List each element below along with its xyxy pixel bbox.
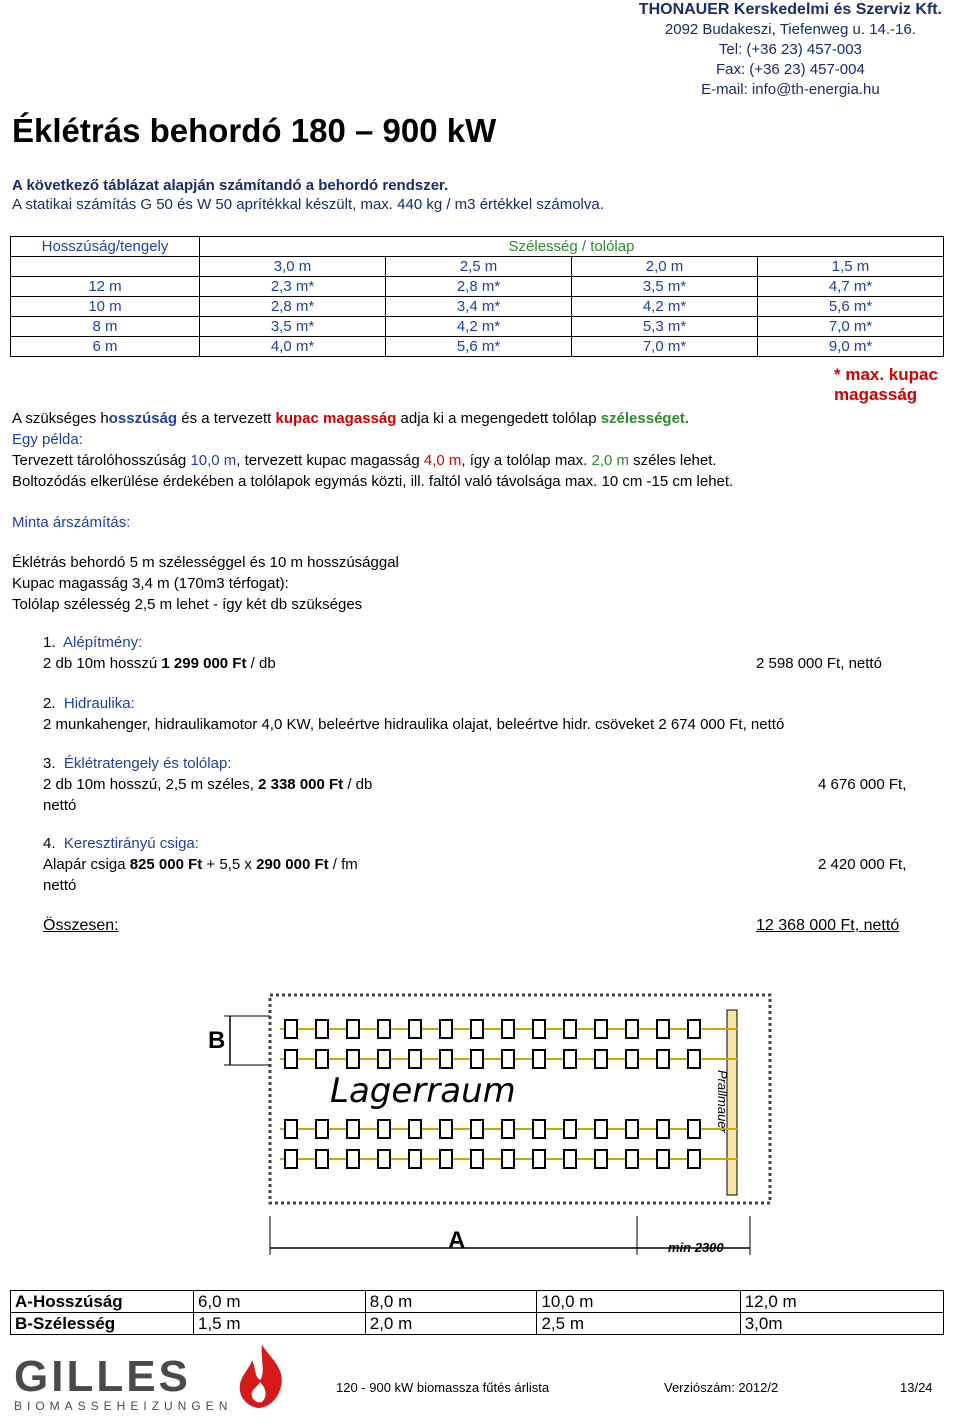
text: Tervezett tárolóhosszúság (12, 452, 191, 469)
table-row (11, 317, 944, 337)
col-length-header: Hosszúság/tengely (11, 237, 200, 257)
row-length: 6 m (11, 337, 200, 357)
text: nettó (43, 797, 77, 814)
wedge (471, 1020, 483, 1038)
height-table (10, 236, 944, 357)
table-row (11, 1291, 944, 1313)
wedge (595, 1050, 607, 1068)
wedge (502, 1050, 514, 1068)
wedge (409, 1150, 421, 1168)
table-row (11, 297, 944, 317)
text: + 5,5 x (202, 856, 257, 873)
item-number: 1. (43, 634, 56, 651)
item-number: 4. (43, 835, 56, 852)
example-label: Egy példa: (12, 431, 83, 448)
table-cell: 6,0 m (194, 1291, 366, 1313)
table-cell: 2,3 m* (200, 277, 386, 297)
table-cell: 4,0 m* (200, 337, 386, 357)
intro-line-2: A statikai számítás G 50 és W 50 aprítékkal készült, max. 440 kg / m3 értékkel számolva. (12, 196, 604, 213)
min-label: min 2300 (668, 1240, 724, 1255)
table-cell: 3,0m (740, 1313, 943, 1335)
wedge (378, 1120, 390, 1138)
table-cell: 2,0 m (365, 1313, 537, 1335)
wedge (657, 1120, 669, 1138)
label-a: A (448, 1227, 466, 1254)
table-cell: 5,3 m* (572, 317, 758, 337)
item-1-total: 2 598 000 Ft, nettó (756, 655, 882, 672)
table-row (11, 1313, 944, 1335)
text: 4,0 m (423, 452, 462, 469)
table-cell: 2,8 m* (200, 297, 386, 317)
wedge (409, 1050, 421, 1068)
wedge (595, 1150, 607, 1168)
sample-calc (12, 552, 399, 615)
table-cell: 5,6 m* (386, 337, 572, 357)
intro-text (12, 176, 604, 214)
wedge (564, 1020, 576, 1038)
prall-label: Prallmauer (715, 1070, 730, 1133)
text: 2,0 m (591, 452, 630, 469)
text: adja ki a megengedett tolólap (396, 410, 601, 427)
table-cell: 4,2 m* (386, 317, 572, 337)
wedge (564, 1150, 576, 1168)
row-length: 12 m (11, 277, 200, 297)
sample-line: Éklétrás behordó 5 m szélességgel és 10 m hosszúsággal (12, 554, 399, 571)
wedge (533, 1020, 545, 1038)
item-4 (43, 833, 358, 896)
footer-page: 13/24 (900, 1380, 933, 1395)
text: 2 db 10m hosszú (43, 655, 162, 672)
text: , tervezett kupac magasság (236, 452, 424, 469)
dimension-table (10, 1290, 944, 1335)
wedge (347, 1120, 359, 1138)
wedge (595, 1120, 607, 1138)
example-line (12, 450, 733, 471)
wedge (285, 1120, 297, 1138)
lagerraum-label: Lagerraum (330, 1071, 516, 1111)
wedge (502, 1020, 514, 1038)
width-header: 2,0 m (572, 257, 758, 277)
wedge (657, 1150, 669, 1168)
wedge (502, 1150, 514, 1168)
wedge (285, 1020, 297, 1038)
wedge (688, 1050, 700, 1068)
explanation-line (12, 408, 733, 429)
wedge (316, 1020, 328, 1038)
sample-line: Tolólap szélesség 2,5 m lehet - így két db szükséges (12, 596, 363, 613)
length-word: osszúság (108, 410, 178, 427)
wedge (440, 1120, 452, 1138)
table-cell: 7,0 m* (572, 337, 758, 357)
table-cell: 12,0 m (740, 1291, 943, 1313)
text: Alapár csiga (43, 856, 130, 873)
company-header (639, 0, 942, 100)
item-2-total: 2 674 000 Ft, nettó (658, 716, 785, 733)
table-cell: 4,7 m* (758, 277, 944, 297)
wedge (626, 1150, 638, 1168)
wedge (502, 1120, 514, 1138)
item-4-total: 2 420 000 Ft, (818, 856, 907, 873)
dim-label: A-Hosszúság (11, 1291, 194, 1313)
explanation (12, 408, 733, 492)
wedge (626, 1120, 638, 1138)
dim-label: B-Szélesség (11, 1313, 194, 1335)
storage-diagram (190, 990, 780, 1265)
text: nettó (43, 877, 77, 894)
wedge (440, 1050, 452, 1068)
wedge (471, 1050, 483, 1068)
item-title: Alépítmény: (63, 634, 143, 651)
text: széles lehet. (629, 452, 717, 469)
item-number: 3. (43, 755, 56, 772)
wedge (688, 1150, 700, 1168)
max-height-note: * max. kupac magasság (834, 365, 938, 404)
item-2 (43, 693, 784, 735)
table-row (11, 337, 944, 357)
text: , így a tolólap max. (461, 452, 592, 469)
row-length: 10 m (11, 297, 200, 317)
item-number: 2. (43, 695, 56, 712)
sample-line: Kupac magasság 3,4 m (170m3 térfogat): (12, 575, 289, 592)
wedge (316, 1050, 328, 1068)
wedge (285, 1150, 297, 1168)
width-header: 3,0 m (200, 257, 386, 277)
table-cell: 4,2 m* (572, 297, 758, 317)
wedge (347, 1020, 359, 1038)
wedge (688, 1020, 700, 1038)
table-cell: 3,5 m* (572, 277, 758, 297)
wedge (378, 1050, 390, 1068)
wedge (533, 1120, 545, 1138)
item-3 (43, 753, 372, 816)
width-word: szélességet. (600, 410, 690, 427)
wedge (440, 1150, 452, 1168)
text: / fm (328, 856, 358, 873)
wedge (564, 1120, 576, 1138)
company-tel: Tel: (+36 23) 457-003 (718, 41, 862, 58)
flame-icon (232, 1342, 292, 1412)
footer-doc-title: 120 - 900 kW biomassza fűtés árlista (336, 1380, 550, 1395)
wedge (533, 1150, 545, 1168)
wedge (285, 1050, 297, 1068)
wedge (409, 1020, 421, 1038)
table-cell (11, 257, 200, 277)
item-title: Keresztirányú csiga: (63, 835, 199, 852)
page-title: Éklétrás behordó 180 – 900 kW (12, 112, 497, 149)
wedge (626, 1020, 638, 1038)
company-email: E-mail: info@th-energia.hu (701, 81, 880, 98)
label-b: B (208, 1027, 226, 1054)
wedge (378, 1150, 390, 1168)
width-header: 2,5 m (386, 257, 572, 277)
table-cell: 1,5 m (194, 1313, 366, 1335)
logo-subtext: BIOMASSEHEIZUNGEN (14, 1399, 233, 1413)
company-address: 2092 Budakeszi, Tiefenweg u. 14.-16. (664, 21, 916, 38)
wedge (657, 1020, 669, 1038)
text: A szükséges h (12, 410, 109, 427)
wedge (564, 1050, 576, 1068)
price: 1 299 000 Ft (161, 655, 247, 672)
wedge (316, 1120, 328, 1138)
table-cell: 3,4 m* (386, 297, 572, 317)
wedge (533, 1050, 545, 1068)
wedge (471, 1150, 483, 1168)
wedge (688, 1120, 700, 1138)
text: / db (343, 776, 373, 793)
wedge (440, 1020, 452, 1038)
footer-version: Verziószám: 2012/2 (664, 1380, 779, 1395)
table-cell: 10,0 m (537, 1291, 740, 1313)
item-3-total: 4 676 000 Ft, (818, 776, 907, 793)
sample-calc-label: Minta árszámítás: (12, 514, 131, 531)
logo-text: GILLES (14, 1352, 191, 1401)
text: és a tervezett (177, 410, 276, 427)
price: 290 000 Ft (256, 856, 329, 873)
text: / db (246, 655, 276, 672)
company-name: THONAUER Kerskedelmi és Szerviz Kft. (638, 1, 942, 18)
wedge (316, 1150, 328, 1168)
item-1 (43, 632, 276, 674)
sum-label: Összesen: (43, 917, 119, 934)
table-row (11, 277, 944, 297)
wedge (378, 1020, 390, 1038)
wedge (626, 1050, 638, 1068)
table-cell: 7,0 m* (758, 317, 944, 337)
wedge (409, 1120, 421, 1138)
item-title: Éklétratengely és tolólap: (63, 755, 232, 772)
company-fax: Fax: (+36 23) 457-004 (715, 61, 865, 78)
text: 2 db 10m hosszú, 2,5 m széles, (43, 776, 259, 793)
wedge (657, 1050, 669, 1068)
price: 825 000 Ft (129, 856, 203, 873)
table-cell: 8,0 m (365, 1291, 537, 1313)
sum-value: 12 368 000 Ft, nettó (756, 917, 900, 934)
wedge (595, 1020, 607, 1038)
text: 2 munkahenger, hidraulikamotor 4,0 KW, beleértve hidraulika olajat, beleértve hidr. csöveket (43, 716, 655, 733)
width-header: 1,5 m (758, 257, 944, 277)
intro-line-1: A következő táblázat alapján számítandó a behordó rendszer. (12, 177, 449, 194)
row-length: 8 m (11, 317, 200, 337)
table-cell: 2,8 m* (386, 277, 572, 297)
item-title: Hidraulika: (63, 695, 135, 712)
text: 10,0 m (190, 452, 237, 469)
height-word: kupac magasság (275, 410, 397, 427)
table-cell: 3,5 m* (200, 317, 386, 337)
table-cell: 5,6 m* (758, 297, 944, 317)
price: 2 338 000 Ft (258, 776, 344, 793)
table-cell: 9,0 m* (758, 337, 944, 357)
wedge (347, 1050, 359, 1068)
arching-note: Boltozódás elkerülése érdekében a tolólapok egymás közti, ill. faltól való távolsága max. 10 cm -15 cm lehet. (12, 473, 734, 490)
wedge (347, 1150, 359, 1168)
gilles-logo (14, 1352, 233, 1413)
wedge (471, 1120, 483, 1138)
col-width-header: Szélesség / tolólap (200, 237, 944, 257)
table-cell: 2,5 m (537, 1313, 740, 1335)
